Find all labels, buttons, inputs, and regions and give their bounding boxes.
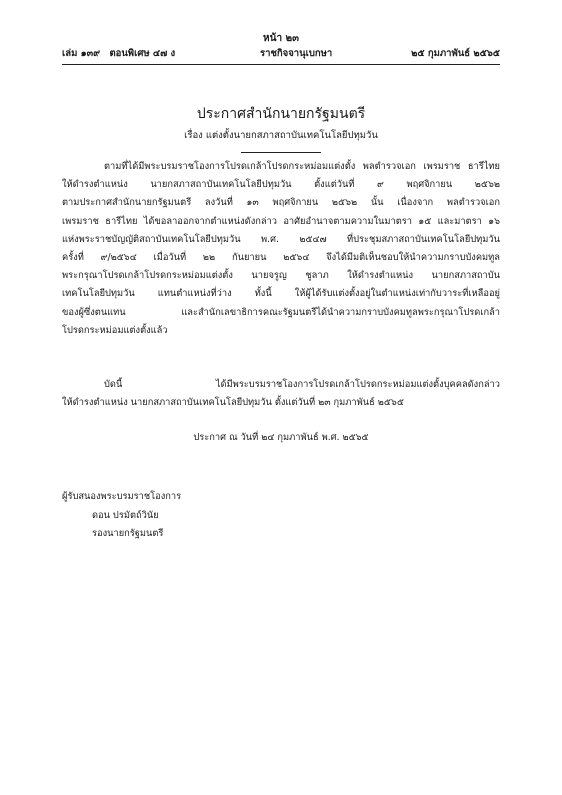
section-number: ตอนพิเศษ ๔๗ ง — [109, 48, 176, 59]
paragraph-line: แห่งพระราชบัญญัติสถาบันเทคโนโลยีปทุมวัน พ.ศ. ๒๕๔๗ ที่ประชุมสภาสถาบันเทคโนโลยีปทุมวัน — [62, 233, 500, 245]
gazette-header — [62, 46, 500, 61]
header-divider — [62, 64, 500, 65]
paragraph-line: ของผู้ซึ่งตนแทน และสำนักเลขาธิการคณะรัฐมนตรีได้นำความกราบบังคมทูลพระกรุณาโปรดเกล้า — [62, 306, 500, 318]
document-title: ประกาศสำนักนายกรัฐมนตรี — [196, 106, 366, 122]
paragraph-line: ครั้งที่ ๙/๒๕๖๔ เมื่อวันที่ ๒๒ กันยายน ๒๕๖๔ จึงได้มีมติเห็นชอบให้นำความกราบบังคมทูล — [62, 252, 500, 264]
paragraph-2 — [62, 376, 500, 412]
volume-number: เล่ม ๑๓๙ — [62, 48, 101, 59]
signatory-position: รองนายกรัฐมนตรี — [92, 528, 164, 539]
countersign-label: ผู้รับสนองพระบรมราชโองการ — [62, 491, 182, 502]
paragraph-line: เทคโนโลยีปทุมวัน แทนตำแหน่งที่ว่าง ทั้งนี้ ให้ผู้ได้รับแต่งตั้งอยู่ในตำแหน่งเท่ากับวาระที่เหลืออยู่ — [62, 288, 500, 300]
paragraph-line: ให้ดำรงตำแหน่ง นายกสภาสถาบันเทคโนโลยีปทุมวัน ตั้งแต่วันที่ ๒๓ กุมภาพันธ์ ๒๕๖๕ — [62, 397, 404, 409]
paragraph-line: ตามประกาศสำนักนายกรัฐมนตรี ลงวันที่ ๑๓ พฤศจิกายน ๒๕๖๒ นั้น เนื่องจาก พลตำรวจเอก — [62, 197, 500, 209]
page-number: หน้า ๒๓ — [263, 33, 299, 44]
announcement-date: ประกาศ ณ วันที่ ๒๔ กุมภาพันธ์ พ.ศ. ๒๕๖๕ — [193, 432, 369, 443]
paragraph-line: บัดนี้ ได้มีพระบรมราชโองการโปรดเกล้าโปรดกระหม่อมแต่งตั้งบุคคลดังกล่าว — [104, 379, 500, 390]
gazette-name: ราชกิจจานุเบกษา — [260, 48, 333, 59]
paragraph-line: ตามที่ได้มีพระบรมราชโองการโปรดเกล้าโปรดกระหม่อมแต่งตั้ง พลตำรวจเอก เพรมราช ธารีไทย — [104, 161, 500, 172]
gazette-date: ๒๕ กุมภาพันธ์ ๒๕๖๕ — [411, 48, 500, 59]
paragraph-line: ให้ดำรงตำแหน่ง นายกสภาสถาบันเทคโนโลยีปทุมวัน ตั้งแต่วันที่ ๙ พฤศจิกายน ๒๕๖๒ — [62, 179, 500, 191]
signatory-name: ดอน ปรมัตถ์วินัย — [92, 509, 159, 521]
signoff-block — [62, 488, 181, 544]
subject-divider — [241, 152, 321, 153]
paragraph-line: พระกรุณาโปรดเกล้าโปรดกระหม่อมแต่งตั้ง นายจรูญ ชูลาภ ให้ดำรงตำแหน่ง นายกสภาสถาบัน — [62, 270, 500, 282]
paragraph-1 — [62, 158, 500, 340]
paragraph-line: โปรดกระหม่อมแต่งตั้งแล้ว — [62, 324, 168, 336]
paragraph-line: เพรมราช ธารีไทย ได้ขอลาออกจากตำแหน่งดังกล่าว อาศัยอำนาจตามความในมาตรา ๑๕ และมาตรา ๑๖ — [62, 215, 500, 227]
document-subject: เรื่อง แต่งตั้งนายกสภาสถาบันเทคโนโลยีปทุมวัน — [184, 130, 378, 141]
gazette-issue-info — [62, 46, 181, 61]
